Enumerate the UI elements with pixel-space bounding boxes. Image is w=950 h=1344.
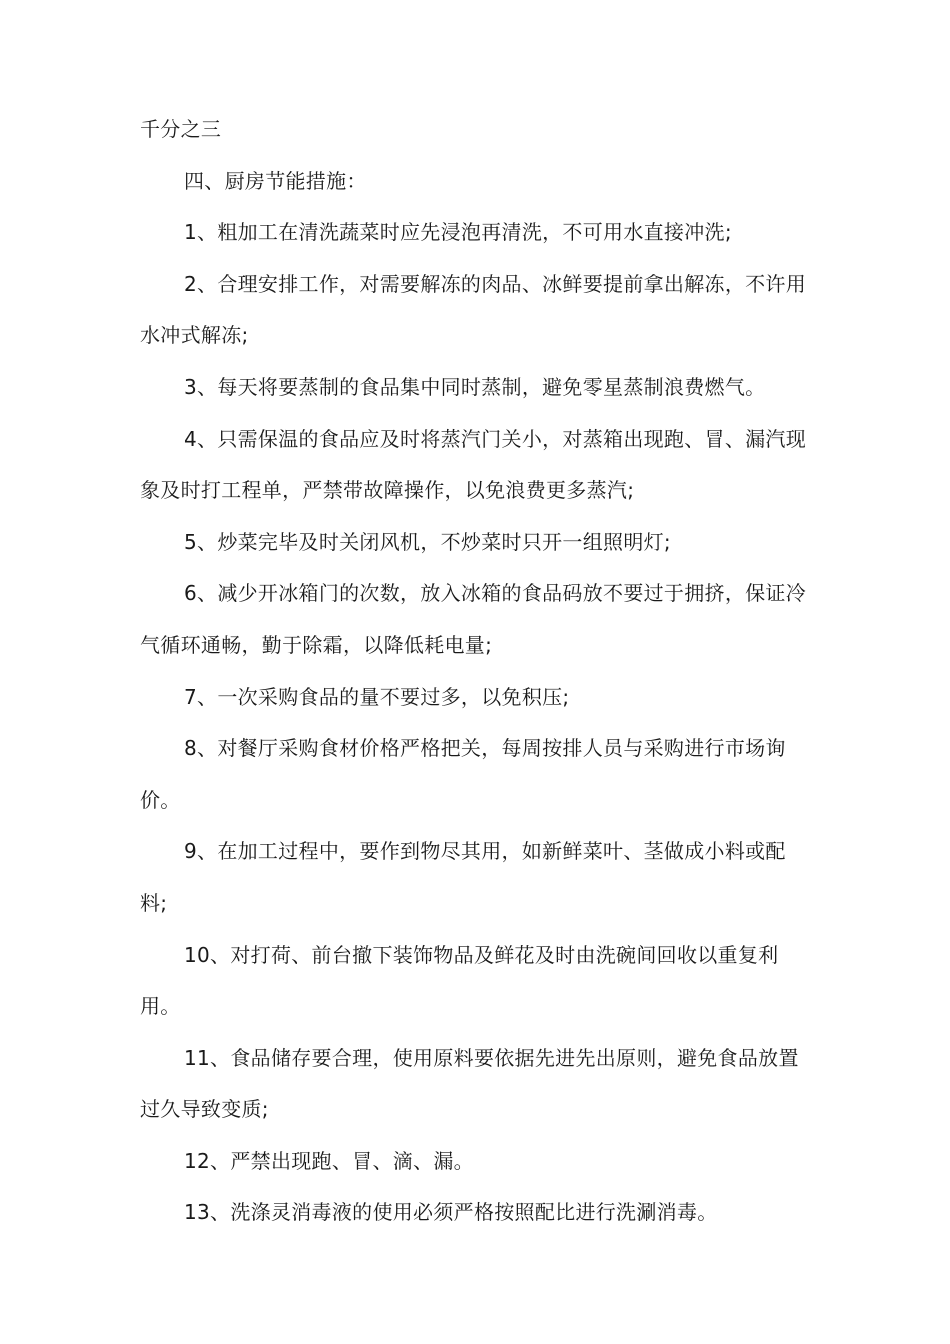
list-item: 6、减少开冰箱门的次数，放入冰箱的食品码放不要过于拥挤，保证冷气循环通畅，勤于除霜，以降低耗电量; — [140, 581, 807, 657]
list-item: 9、在加工过程中，要作到物尽其用，如新鲜菜叶、茎做成小料或配料; — [140, 839, 786, 915]
list-item: 5、炒菜完毕及时关闭风机，不炒菜时只开一组照明灯; — [184, 529, 671, 554]
list-item: 12、严禁出现跑、冒、滴、漏。 — [184, 1148, 474, 1173]
list-item: 7、一次采购食品的量不要过多，以免积压; — [184, 684, 570, 709]
list-item: 13、洗涤灵消毒液的使用必须严格按照配比进行洗涮消毒。 — [184, 1200, 718, 1225]
list-item: 8、对餐厅采购食材价格严格把关，每周按排人员与采购进行市场询价。 — [140, 736, 786, 812]
list-item: 2、合理安排工作，对需要解冻的肉品、冰鲜要提前拿出解冻，不许用水冲式解冻; — [140, 271, 807, 348]
list-item: 10、对打荷、前台撤下装饰物品及鲜花及时由洗碗间回收以重复利用。 — [140, 942, 779, 1019]
list-item: 1、粗加工在清洗蔬菜时应先浸泡再清洗，不可用水直接冲洗; — [184, 220, 732, 245]
list-item: 3、每天将要蒸制的食品集中同时蒸制，避免零星蒸制浪费燃气。 — [184, 374, 766, 399]
list-item: 11、食品储存要合理，使用原料要依据先进先出原则，避免食品放置过久导致变质; — [140, 1045, 799, 1122]
list-item: 4、只需保温的食品应及时将蒸汽门关小，对蒸箱出现跑、冒、漏汽现象及时打工程单，严禁带故障操作，以免浪费更多蒸汽; — [140, 426, 807, 503]
section-heading: 四、厨房节能措施： — [184, 168, 367, 193]
document-body — [140, 104, 812, 1239]
paragraph-fragment: 千分之三 — [140, 117, 222, 141]
